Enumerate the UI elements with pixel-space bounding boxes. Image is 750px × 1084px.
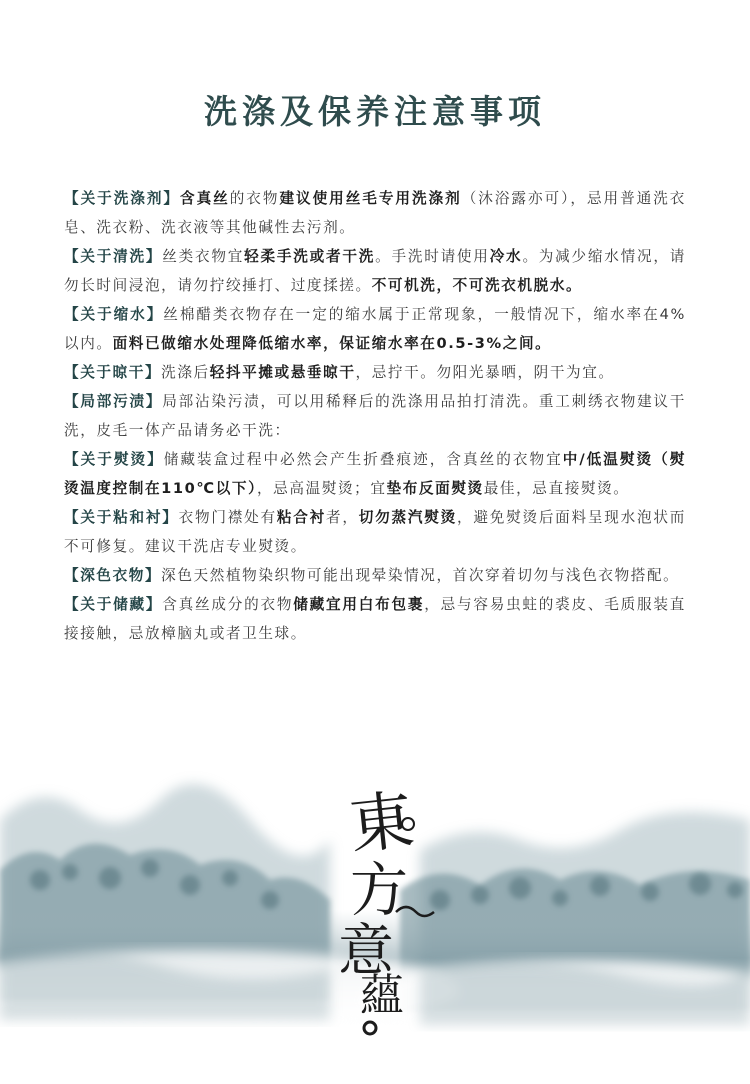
care-section [64,590,686,648]
body-text: 局部沾染污渍，可以用稀释后的洗涤用品拍打清洗。重工刺绣衣物建议干洗，皮毛一体产品请务必干洗： [64,393,687,439]
section-tag: 【关于粘和衬】 [64,509,179,526]
section-tag: 【关于洗涤剂】 [64,190,180,207]
body-text: ，忌拧干。勿阳光暴晒，阴干为宜。 [355,364,615,381]
body-text: 的衣物 [229,190,280,207]
emphasis-text: 储藏宜用白布包裹 [293,596,425,613]
svg-text:東: 東 [345,783,418,864]
svg-text:蘊: 蘊 [360,970,404,1021]
svg-text:意: 意 [338,919,394,984]
page-title: 洗涤及保养注意事项 [204,92,546,131]
body-text: 最佳，忌直接熨烫。 [483,480,630,497]
care-section [64,300,686,358]
body-text: 储藏装盒过程中必然会产生折叠痕迹，含真丝的衣物宜 [163,451,563,468]
section-tag: 【关于缩水】 [64,306,164,323]
emphasis-text: 粘合衬 [276,509,326,526]
care-section [64,445,686,503]
emphasis-text: 轻抖平摊或悬垂晾干 [209,364,356,381]
body-text: （沐浴露亦可），忌用普通洗衣皂、洗衣粉、洗衣液等其他碱性去污剂。 [64,190,686,236]
section-tag: 【关于储藏】 [64,596,163,613]
emphasis-text: 不可机洗，不可洗衣机脱水。 [371,277,583,294]
section-tag: 【关于熨烫】 [64,451,164,468]
emphasis-text: 轻柔手洗或者干洗 [244,248,376,265]
care-section [64,242,686,300]
body-text: ，忌与容易虫蛀的裘皮、毛质服装直接接触，忌放樟脑丸或者卫生球。 [64,596,686,642]
section-tag: 【关于清洗】 [64,248,163,265]
care-section [64,358,686,387]
emphasis-text: 建议使用丝毛专用洗涤剂 [279,190,462,207]
section-tag: 【深色衣物】 [64,567,162,584]
emphasis-text: 垫布反面熨烫 [386,480,484,497]
care-section [64,503,686,561]
care-section [64,561,686,590]
care-instructions [64,184,686,648]
body-text: 。为减少缩水情况，请勿长时间浸泡，请勿拧绞捶打、过度揉搓。 [64,248,686,294]
care-section [64,387,686,445]
body-text: 含真丝成分的衣物 [162,596,294,613]
care-section [64,184,686,242]
body-text: 洗涤后 [161,364,210,381]
body-text: 丝棉醋类衣物存在一定的缩水属于正常现象，一般情况下，缩水率在4%以内。 [64,306,686,352]
body-text: 。手洗时请使用 [375,248,490,265]
emphasis-text: 切勿蒸汽熨烫 [358,509,457,526]
body-text: 深色天然植物染织物可能出现晕染情况，首次穿着切勿与浅色衣物搭配。 [161,567,680,584]
body-text: 衣物门襟处有 [178,509,277,526]
section-tag: 【局部污渍】 [64,393,163,410]
emphasis-text: 中/低温熨烫（熨烫温度控制在110℃以下） [64,451,686,497]
body-text: 丝类衣物宜 [162,248,245,265]
svg-text:方: 方 [350,856,409,924]
emphasis-text: 含真丝 [180,190,230,207]
body-text: ，避免熨烫后面料呈现水泡状而不可修复。建议干洗店专业熨烫。 [64,509,686,555]
emphasis-text: 冷水 [489,248,523,265]
emphasis-text: 面料已做缩水处理降低缩水率，保证缩水率在0.5-3%之间。 [112,335,552,352]
ink-landscape-illustration [0,760,750,1084]
body-text: 者， [325,509,359,526]
body-text: ，忌高温熨烫；宜 [256,480,387,497]
section-tag: 【关于晾干】 [64,364,162,381]
